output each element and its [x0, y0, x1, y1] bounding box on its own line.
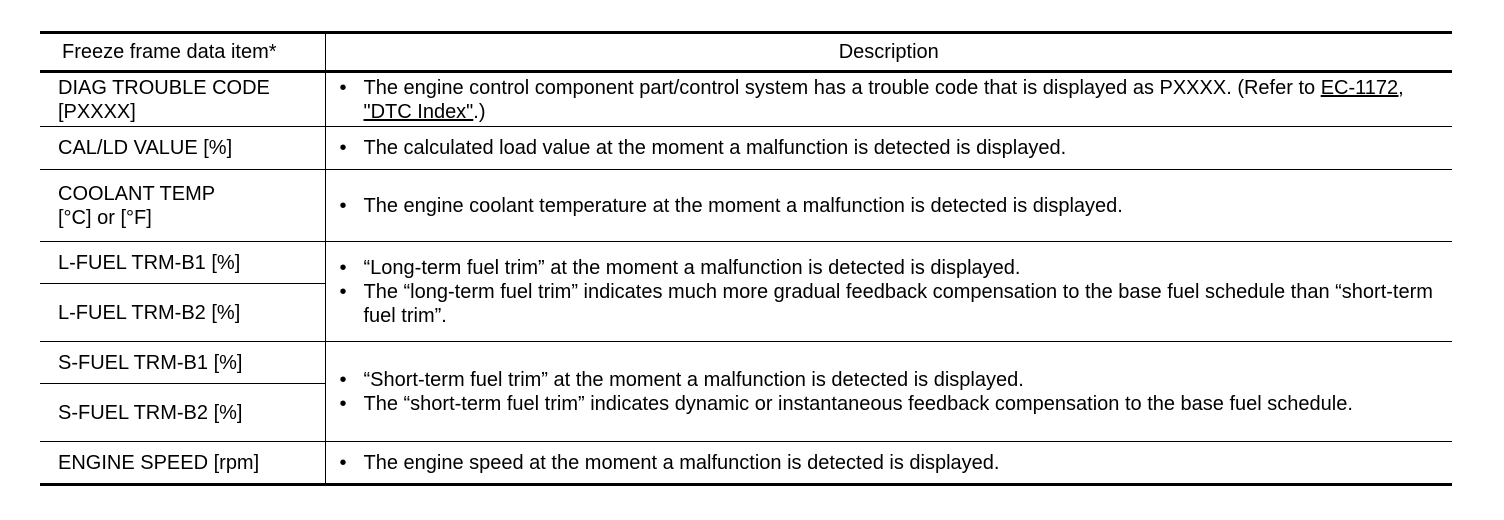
table-row: [40, 127, 1452, 170]
item-label: DIAG TROUBLE CODE [PXXXX]: [58, 76, 270, 123]
header-description: Description: [325, 33, 1452, 72]
bullet-line: [340, 451, 1441, 475]
item-label: L-FUEL TRM-B1 [%]: [58, 251, 241, 274]
item-label: COOLANT TEMP: [58, 182, 216, 205]
item-cell: [40, 342, 325, 384]
description-text: The “long-term fuel trim” indicates much more gradual feedback compensation to the base fuel schedule than “short-term fuel trim”.: [363, 280, 1433, 327]
item-label: CAL/LD VALUE [%]: [58, 137, 233, 159]
bullet-dot: •: [339, 451, 347, 474]
item-label: ENGINE SPEED [rpm]: [58, 451, 260, 474]
bullet-dot: •: [339, 280, 347, 303]
bullet-line: [340, 392, 1441, 416]
description-text: The engine control component part/control system has a trouble code that is displayed as PXXXX. (Refer to: [363, 76, 1321, 99]
description-text: The engine coolant temperature at the moment a malfunction is detected is displayed.: [363, 194, 1123, 217]
table-row: [40, 342, 1452, 384]
bullet-line: [340, 194, 1441, 218]
item-cell: [40, 284, 325, 342]
table-header-row: [40, 33, 1452, 72]
item-label: S-FUEL TRM-B1 [%]: [58, 351, 243, 374]
description-cell: [325, 442, 1452, 485]
description-cell: [325, 127, 1452, 170]
description-cell: [325, 72, 1452, 127]
freeze-frame-table: [40, 31, 1452, 486]
item-unit: [°C] or [°F]: [58, 206, 152, 229]
description-text: “Long-term fuel trim” at the moment a malfunction is detected is displayed.: [363, 256, 1021, 279]
item-label: S-FUEL TRM-B2 [%]: [58, 401, 243, 424]
item-cell: [40, 384, 325, 442]
description-cell: [325, 242, 1452, 342]
bullet-line: [340, 368, 1441, 392]
bullet-dot: •: [339, 194, 347, 217]
bullet-line: [340, 280, 1441, 328]
bullet-line: [340, 76, 1441, 124]
bullet-dot: •: [339, 392, 347, 415]
item-cell: [40, 242, 325, 284]
description-cell: [325, 342, 1452, 442]
bullet-line: [340, 136, 1441, 160]
table-row: [40, 72, 1452, 127]
description-text: “Short-term fuel trim” at the moment a malfunction is detected is displayed.: [363, 368, 1024, 391]
bullet-dot: •: [339, 76, 347, 99]
description-text: The engine speed at the moment a malfunction is detected is displayed.: [363, 451, 1000, 474]
description-cell: [325, 170, 1452, 242]
table-row: [40, 242, 1452, 284]
bullet-dot: •: [339, 256, 347, 279]
table-row: [40, 442, 1452, 485]
header-item: Freeze frame data item*: [40, 33, 325, 72]
item-label: L-FUEL TRM-B2 [%]: [58, 301, 241, 324]
dtc-index-link[interactable]: EC-1172, "DTC Index": [363, 76, 1404, 123]
description-text-end: .): [473, 100, 486, 123]
item-cell: [40, 442, 325, 485]
bullet-dot: •: [339, 137, 347, 159]
description-text: The calculated load value at the moment a malfunction is detected is displayed.: [363, 137, 1067, 159]
bullet-line: [340, 256, 1441, 280]
table-row: [40, 170, 1452, 242]
item-cell: [40, 170, 325, 242]
bullet-dot: •: [339, 368, 347, 391]
item-cell: [40, 72, 325, 127]
description-text: The “short-term fuel trim” indicates dynamic or instantaneous feedback compensation to the base fuel schedule.: [363, 392, 1353, 415]
item-cell: [40, 127, 325, 170]
